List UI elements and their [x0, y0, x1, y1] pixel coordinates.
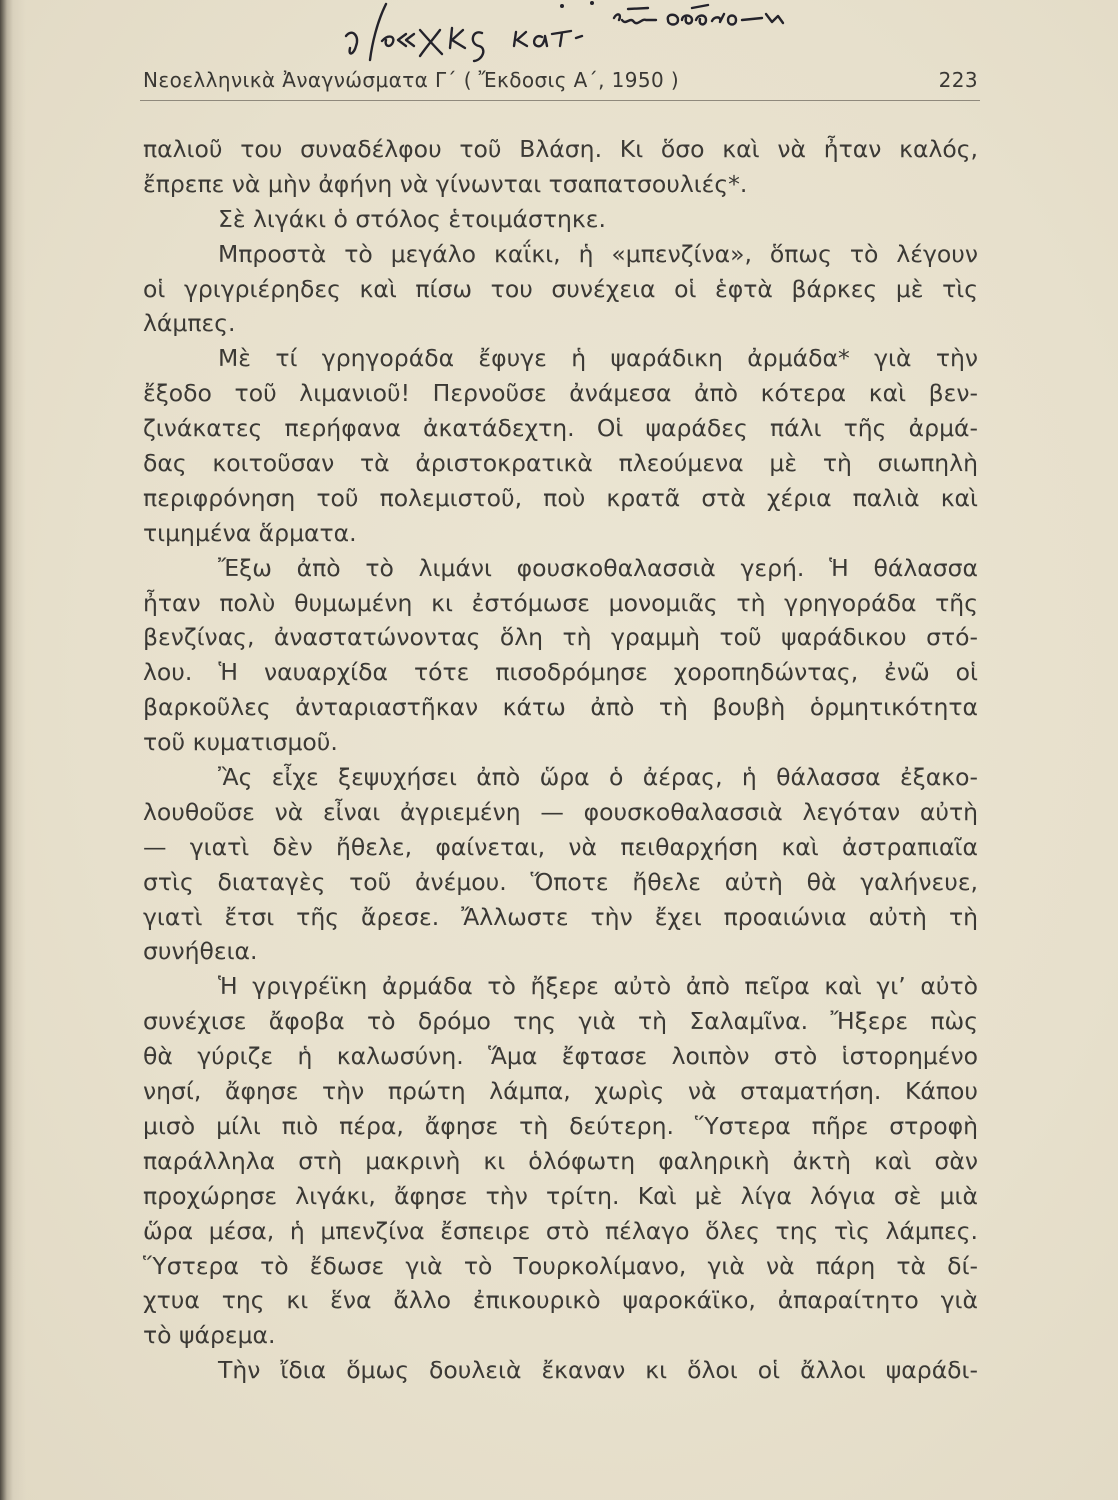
text-line: παλιοῦ του συναδέλφου τοῦ Βλάση. Κι ὅσο καὶ νὰ ἦταν καλός, [143, 135, 978, 163]
text-line: περιφρόνηση τοῦ πολεμιστοῦ, ποὺ κρατᾶ στὰ χέρια παλιὰ καὶ [143, 483, 978, 512]
text-line: δας κοιτοῦσαν τὰ ἀριστοκρατικὰ πλεούμενα μὲ τὴ σιωπηλὴ [143, 449, 978, 478]
text-line: ἦταν πολὺ θυμωμένη κι ἐστόμωσε μονομιᾶς τὴ γρηγοράδα τῆς [143, 588, 978, 617]
binding-edge [0, 0, 26, 1500]
text-line: νησί, ἄφησε τὴν πρώτη λάμπα, χωρὶς νὰ σταματήση. Κάπου [143, 1077, 978, 1106]
body-text [143, 132, 978, 1388]
text-line: χτυα της κι ἕνα ἄλλο ἐπικουρικὸ ψαροκάϊκο, ἀπαραίτητο γιὰ [143, 1286, 978, 1315]
text-line: ἔπρεπε νὰ μὴν ἀφήνη νὰ γίνωνται τσαπατσουλιές*. [143, 169, 748, 198]
paragraph [143, 551, 978, 760]
page-number: 223 [938, 68, 978, 92]
text-line: θὰ γύριζε ἡ καλωσύνη. Ἅμα ἔφτασε λοιπὸν στὸ ἱστορημένο [143, 1042, 978, 1071]
text-line: βενζίνας, ἀναστατώνοντας ὅλη τὴ γραμμὴ τοῦ ψαράδικου στό- [143, 623, 978, 652]
text-line: λου. Ἡ ναυαρχίδα τότε πισοδρόμησε χοροπηδώντας, ἐνῶ οἱ [143, 658, 978, 687]
handwritten-annotation [330, 0, 820, 64]
text-line: οἱ γριγριέρηδες καὶ πίσω του συνέχεια οἱ ἑφτὰ βάρκες μὲ τὶς [143, 274, 978, 303]
text-line: μισὸ μίλι πιὸ πέρα, ἄφησε τὴ δεύτερη. Ὕστερα πῆρε στροφὴ [143, 1111, 978, 1140]
text-line: τιμημένα ἅρματα. [143, 518, 357, 547]
paragraph [143, 237, 978, 342]
text-line: ζινάκατες περήφανα ἀκατάδεχτη. Οἱ ψαράδες πάλι τῆς ἀρμά- [143, 414, 978, 443]
text-line: τοῦ κυματισμοῦ. [143, 728, 338, 757]
text-line: Ὕστερα τὸ ἔδωσε γιὰ τὸ Τουρκολίμανο, γιὰ νὰ πάρη τὰ δί- [143, 1251, 978, 1280]
text-line: συνήθεια. [143, 937, 258, 966]
text-line: λουθοῦσε νὰ εἶναι ἀγριεμένη — φουσκοθαλασσιὰ λεγόταν αὐτὴ [143, 797, 978, 826]
paragraph [143, 341, 978, 550]
text-line: λάμπες. [143, 309, 236, 338]
text-line: προχώρησε λιγάκι, ἄφησε τὴν τρίτη. Καὶ μὲ λίγα λόγια σὲ μιὰ [143, 1181, 978, 1210]
text-line: βαρκοῦλες ἀνταριαστῆκαν κάτω ἀπὸ τὴ βουβὴ ὁρμητικότητα [143, 693, 978, 722]
text-line: παράλληλα στὴ μακρινὴ κι ὁλόφωτη φαληρικὴ ἀκτὴ καὶ σὰν [143, 1146, 978, 1175]
text-line: Σὲ λιγάκι ὁ στόλος ἑτοιμάστηκε. [218, 204, 606, 233]
text-line: τὸ ψάρεμα. [143, 1321, 276, 1350]
text-line: Ἂς εἶχε ξεψυχήσει ἀπὸ ὥρα ὁ ἀέρας, ἡ θάλασσα ἐξακο- [218, 763, 978, 792]
text-line: ὥρα μέσα, ἡ μπενζίνα ἔσπειρε στὸ πέλαγο ὅλες της τὶς λάμπες. [143, 1216, 978, 1245]
paragraph [143, 1353, 978, 1388]
text-line: Ἡ γριγρέϊκη ἀρμάδα τὸ ἤξερε αὐτὸ ἀπὸ πεῖρα καὶ γι’ αὐτὸ [218, 972, 978, 1001]
paragraph [143, 202, 978, 237]
text-line: στὶς διαταγὲς τοῦ ἀνέμου. Ὅποτε ἤθελε αὐτὴ θὰ γαλήνευε, [143, 867, 978, 896]
paragraph [143, 132, 978, 202]
text-line: ἔξοδο τοῦ λιμανιοῦ! Περνοῦσε ἀνάμεσα ἀπὸ κότερα καὶ βεν- [143, 379, 978, 408]
running-header [143, 65, 978, 95]
paragraph [143, 969, 978, 1353]
paragraph [143, 760, 978, 969]
text-line: Μπροστὰ τὸ μεγάλο καΐκι, ἡ «μπενζίνα», ὅπως τὸ λέγουν [218, 239, 978, 268]
text-line: Μὲ τί γρηγοράδα ἔφυγε ἡ ψαράδικη ἀρμάδα* γιὰ τὴν [218, 344, 978, 373]
text-line: γιατὶ ἔτσι τῆς ἄρεσε. Ἄλλωστε τὴν ἔχει προαιώνια αὐτὴ τὴ [143, 902, 978, 931]
text-line: Τὴν ἴδια ὅμως δουλειὰ ἔκαναν κι ὅλοι οἱ ἄλλοι ψαράδι- [218, 1356, 978, 1385]
text-line: συνέχισε ἄφοβα τὸ δρόμο της γιὰ τὴ Σαλαμῖνα. Ἤξερε πὼς [143, 1007, 978, 1036]
header-rule [140, 100, 980, 101]
running-title: Νεοελληνικὰ Ἀναγνώσματα Γ΄ ( Ἔκδοσις Α΄, 1950 ) [143, 68, 680, 92]
text-line: Ἔξω ἀπὸ τὸ λιμάνι φουσκοθαλασσιὰ γερή. Ἡ θάλασσα [218, 553, 978, 582]
text-line: — γιατὶ δὲν ἤθελε, φαίνεται, νὰ πειθαρχήση καὶ ἀστραπιαῖα [143, 832, 978, 861]
